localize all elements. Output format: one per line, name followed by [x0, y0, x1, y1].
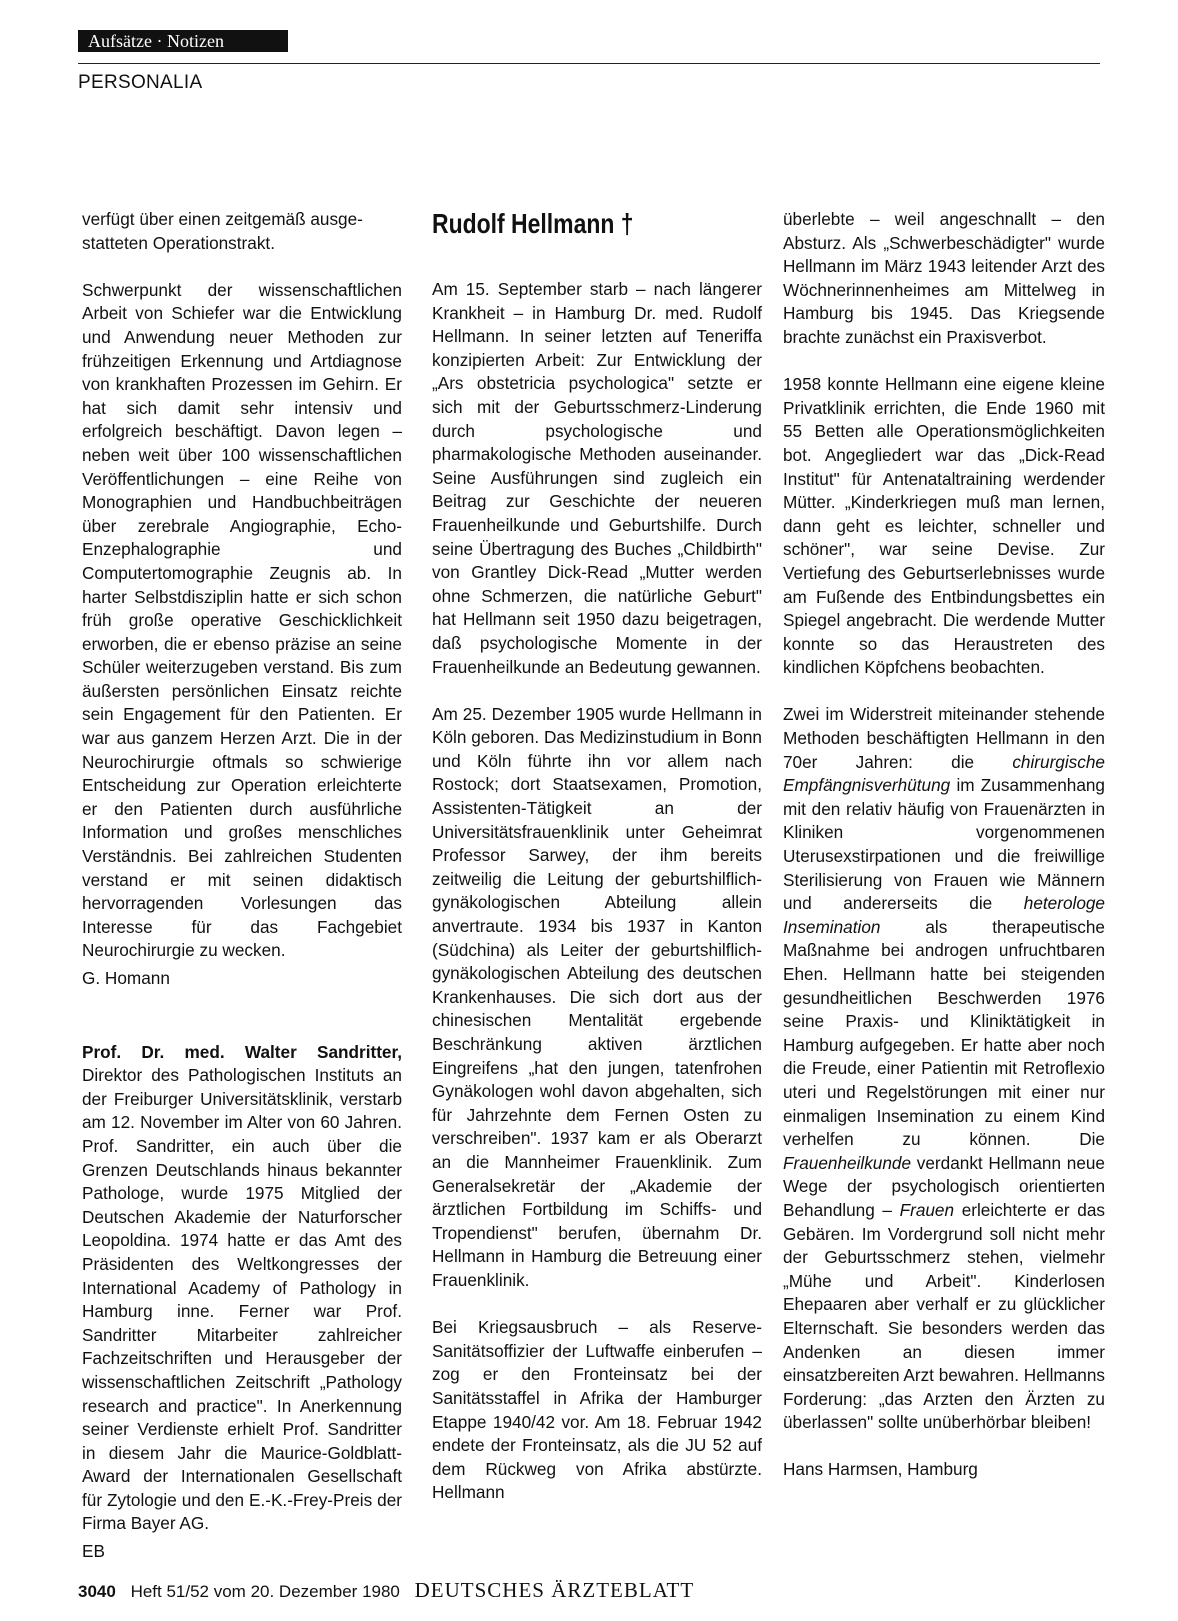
top-rule: [78, 63, 1100, 64]
paragraph: Am 15. September starb – nach längerer Krankheit – in Hamburg Dr. med. Rudolf Hellmann. In seiner letzten auf Teneriffa konzipierten Arbeit: Zur Entwicklung der „Ars obstetricia psychologica" setzte er sich mit der Geburtsschmerz-Linderung durch psychologische und pharmakologische Methoden auseinander. Seine Ausführungen sind zugleich ein Beitrag zur Geschichte der neueren Frauenheilkunde und Geburtshilfe. Durch seine Übertragung des Buches „Childbirth" von Grantley Dick-Read „Mutter werden ohne Schmerzen, die natürliche Geburt" hat Hellmann seit 1950 dazu beigetragen, daß psychologische Momente in der Frauenheilkunde an Bedeutung gewannen.: [432, 279, 762, 677]
paragraph-text: Direktor des Pathologischen Instituts an der Freiburger Universitätsklinik, verstarb am 12. November im Alter von 60 Jahren. Prof. Sandritter, ein auch über die Grenzen Deutschlands hinaus bekannter Pathologe, wurde 1975 Mitglied der Deutschen Akademie der Naturforscher Leopoldina. 1974 hatte er das Amt des Präsidenten des Weltkongresses der International Academy of Pathology in Hamburg inne. Ferner war Prof. Sandritter Mitarbeiter zahlreicher Fachzeitschriften und Herausgeber der wissenschaftlichen Zeitschrift „Pathology research and practice". In Anerkennung seiner Verdienste erhielt Prof. Sandritter in diesem Jahr die Maurice-Goldblatt-Award der Internationalen Gesellschaft für Zytologie und den E.-K.-Frey-Preis der Firma Bayer AG.: [82, 1065, 402, 1534]
page-number: 3040: [78, 1582, 116, 1601]
article-headline: Rudolf Hellmann †: [432, 208, 634, 239]
paragraph: [783, 703, 1105, 1434]
author-signature: EB: [82, 1541, 105, 1562]
text: erleichterte er das Gebären. Im Vordergrund soll nicht mehr der Geburtsschmerz stehen, vielmehr „Mühe und Arbeit". Kinderlosen Ehepaaren aber verhalf er zu glücklicher Elternschaft. Sie besonders werden das Andenken an diesen immer einsatzbereiten Arzt bewahren. Hellmanns Forderung: „das Arzten den Ärzten zu überlassen" sollte unüberhörbar bleiben!: [783, 1199, 1105, 1433]
paragraph: [82, 279, 402, 963]
issue-info: Heft 51/52 vom 20. Dezember 1980: [130, 1582, 400, 1601]
paragraph: 1958 konnte Hellmann eine eigene kleine Privatklinik errichten, die Ende 1960 mit 55 Betten alle Operationsmöglichkeiten bot. Angegliedert war das „Dick-Read Institut" für Antenataltraining werdender Mütter. „Kinderkriegen muß man lernen, dann geht es leichter, schneller und schöner", war seine Devise. Zur Vertiefung des Geburtserlebnisses wurde am Fußende des Entbindungsbettes ein Spiegel angebracht. Die werdende Mutter konnte so das Heraustreten des kindlichen Köpfchens beobachten.: [783, 374, 1105, 678]
column-right: [783, 208, 1105, 1506]
paragraph: Bei Kriegsausbruch – als Reserve-Sanitätsoffizier der Luftwaffe einberufen – zog er den Fronteinsatz bei der Sanitätsstaffel in Afrika der Hamburger Etappe 1940/42 vor. Am 18. Februar 1942 endete der Fronteinsatz, als die JU 52 auf dem Rückweg von Afrika abstürzte. Hellmann: [432, 1317, 762, 1503]
author-signature: G. Homann: [82, 968, 170, 988]
page-footer: [78, 1578, 694, 1603]
obituary-paragraph: [82, 1041, 402, 1536]
person-name: Prof. Dr. med. Walter Sandritter,: [82, 1041, 402, 1062]
text: als therapeutische Maßnahme bei androgen unfruchtbaren Ehen. Hellmann hatte bei steigenden gesundheitlichen Beschwerden 1976 seine Praxis- und Kliniktätigkeit in Hamburg aufgegeben. Er hatte aber noch die Freude, einer Patientin mit Retroflexio uteri und Regelstörungen mit einer nur einmaligen Insemination zu einem Kind verhelfen zu können. Die: [783, 916, 1105, 1150]
paragraph-text: Schwerpunkt der wissenschaftlichen Arbeit von Schiefer war die Entwicklung und Anwendung neuer Methoden zur frühzeitigen Erkennung und Artdiagnose von krankhaften Prozessen im Gehirn. Er hat sich damit sehr intensiv und erfolgreich beschäftigt. Davon legen – neben weit über 100 wissenschaftlichen Veröffentlichungen – eine Reihe von Monographien und Handbuchbeiträgen über zerebrale Angiographie, Echo-Enzephalographie und Computertomographie Zeugnis ab. In harter Selbstdisziplin hatte er sich schon früh große operative Geschicklichkeit erworben, die er ebenso präzise an seine Schüler weiterzugeben verstand. Bis zum äußersten persönlichen Einsatz reichte sein Engagement für den Patienten. Er war aus ganzem Herzen Arzt. Die in der Neurochirurgie oftmals so schwierige Entscheidung zur Operation erleichterte er den Patienten durch ausführliche Information und großes menschliches Verständnis. Bei zahlreichen Studenten verstand er mit seinen didaktisch hervorragenden Vorlesungen das Interesse für das Fachgebiet Neurochirurgie zu wecken.: [82, 279, 402, 961]
emphasis: heterologe Insemination: [783, 893, 1105, 937]
paragraph: überlebte – weil angeschnallt – den Absturz. Als „Schwerbeschädigter" wurde Hellmann im März 1943 leitender Arzt des Wöchnerinnenheimes am Mittelweg in Hamburg bis 1945. Das Kriegsende brachte zunächst ein Praxisverbot.: [783, 209, 1105, 347]
rubric-title: PERSONALIA: [78, 72, 203, 93]
column-middle: [432, 208, 762, 1528]
emphasis: Frauenheilkunde: [783, 1152, 912, 1173]
emphasis: Frauen: [899, 1199, 955, 1220]
paragraph: Am 25. Dezember 1905 wurde Hellmann in Köln geboren. Das Medizinstudium in Bonn und Köln führte ihn vor allem nach Rostock; dort Staatsexamen, Promotion, Assistenten-Tätigkeit an der Universitätsfrauenklinik unter Geheimrat Professor Sarwey, der ihm bereits zeitweilig die Leitung der geburtshilflich-gynäkologischen Abteilung allein anvertraute. 1934 bis 1937 in Kanton (Südchina) als Leiter der geburtshilflich-gynäkologischen Abteilung des deutschen Krankenhauses. Die sich dort aus der chinesischen Mentalität ergebende Beschränkung aktiven ärztlichen Eingreifens „hat den jungen, tatenfrohen Gynäkologen wohl davon abgehalten, sich für Jahrzehnte dem Fernen Osten zu verschreiben". 1937 kam er als Oberarzt an die Mannheimer Frauenklinik. Zum Generalsekretär der „Akademie der ärztlichen Fortbildung im Schiffs- und Tropendienst" berufen, übernahm Dr. Hellmann in Hamburg die Betreuung einer Frauenklinik.: [432, 703, 762, 1290]
text: verdankt Hellmann neue Wege der psychologisch orientierten Behandlung –: [783, 1152, 1105, 1220]
emphasis: chirurgische Empfängnisverhütung: [783, 751, 1105, 796]
journal-name: DEUTSCHES ÄRZTEBLATT: [414, 1578, 695, 1602]
paragraph: verfügt über einen zeitgemäß ausge- statteten Operationstrakt.: [82, 209, 363, 253]
text: Zwei im Widerstreit miteinander stehende Methoden beschäftigten Hellmann in den 70er Jahren: die: [783, 704, 1105, 772]
section-tag: Aufsätze · Notizen: [78, 30, 288, 52]
author-signature: Hans Harmsen, Hamburg: [783, 1459, 978, 1480]
column-left: [82, 208, 402, 1587]
text: im Zusammenhang mit den relativ häufig von Frauenärzten in Kliniken vorgenommenen Uterusexstirpationen und die freiwillige Sterilisierung von Frauen wie Männern und andererseits die: [783, 775, 1105, 914]
